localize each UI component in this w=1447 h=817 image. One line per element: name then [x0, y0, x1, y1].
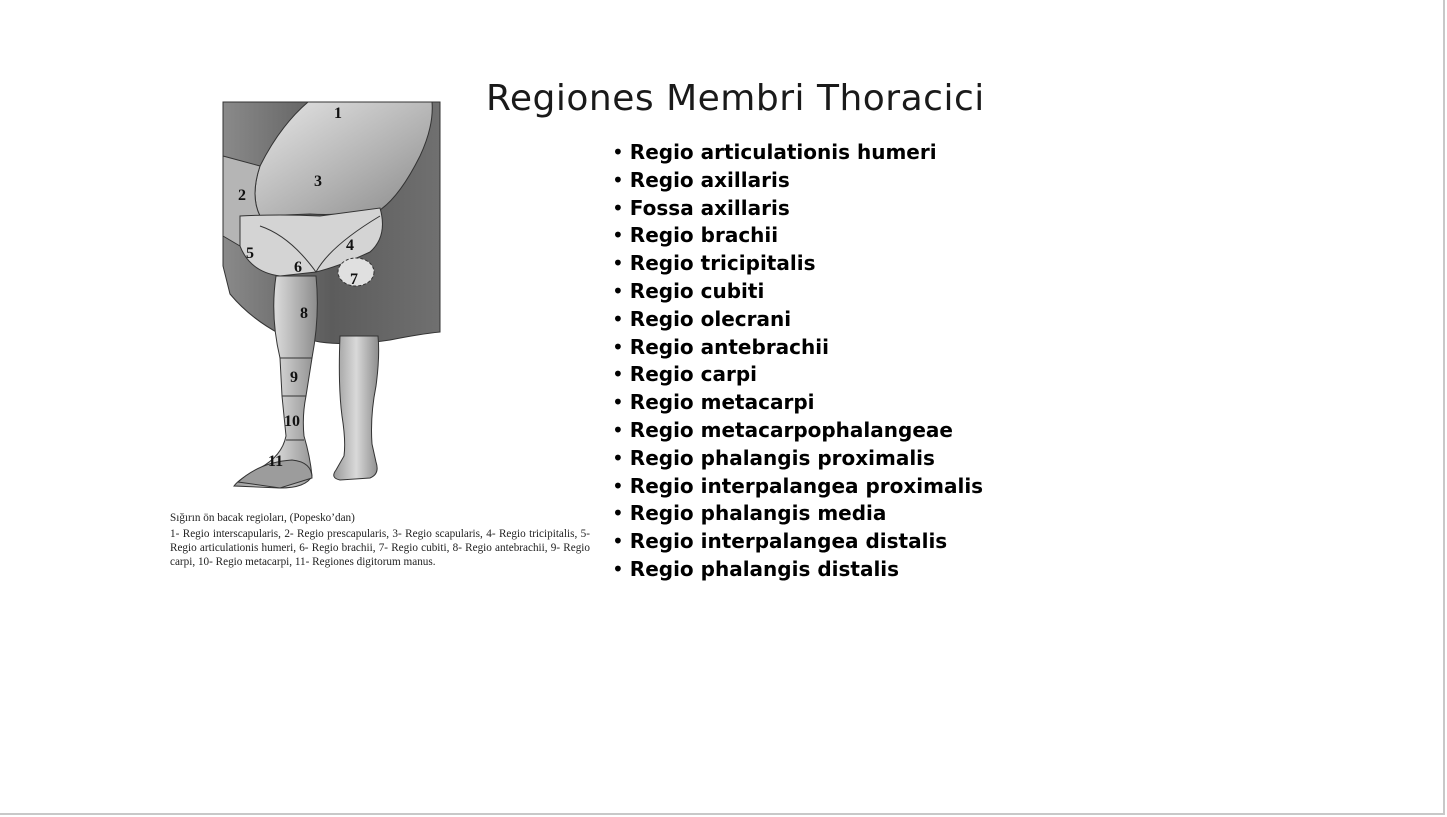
- region-label: 9: [290, 369, 298, 386]
- region-label: 5: [246, 245, 254, 262]
- bullet-item: • Regio interpalangea distalis: [612, 528, 983, 556]
- region-label: 7: [350, 271, 358, 288]
- bullet-item: • Regio interpalangea proximalis: [612, 473, 983, 501]
- figure-caption: [170, 511, 590, 569]
- bullet-item: • Regio phalangis distalis: [612, 556, 983, 584]
- bullet-item: • Regio cubiti: [612, 278, 983, 306]
- far-leg-shape: [334, 336, 379, 480]
- bullet-item: • Regio axillaris: [612, 167, 983, 195]
- bullet-item: • Regio articulationis humeri: [612, 139, 983, 167]
- region-label: 10: [284, 413, 300, 430]
- bullet-item: • Regio brachii: [612, 222, 983, 250]
- bullet-item: • Regio antebrachii: [612, 334, 983, 362]
- region-label: 4: [346, 237, 354, 254]
- caption-title: Sığırın ön bacak regioları, (Popesko’dan): [170, 512, 355, 524]
- region-label: 8: [300, 305, 308, 322]
- bullet-item: • Regio metacarpophalangeae: [612, 417, 983, 445]
- bullet-item: • Fossa axillaris: [612, 195, 983, 223]
- bullet-item: • Regio olecrani: [612, 306, 983, 334]
- bullet-item: • Regio metacarpi: [612, 389, 983, 417]
- region-label: 3: [314, 173, 322, 190]
- region-bullet-list: [612, 139, 983, 584]
- bullet-item: • Regio phalangis proximalis: [612, 445, 983, 473]
- slide-title: Regiones Membri Thoracici: [486, 78, 985, 119]
- cow-foreleg-illustration: [220, 96, 446, 496]
- region-label: 2: [238, 187, 246, 204]
- bullet-item: • Regio carpi: [612, 361, 983, 389]
- region-label: 11: [268, 453, 284, 470]
- bullet-item: • Regio tricipitalis: [612, 250, 983, 278]
- bullet-item: • Regio phalangis media: [612, 500, 983, 528]
- region-label: 6: [294, 259, 302, 276]
- caption-body: 1- Regio interscapularis, 2- Regio prescapularis, 3- Regio scapularis, 4- Regio tricipitalis, 5- Regio articulationis humeri, 6- Regio brachii, 7- Regio cubiti, 8- Regio antebrachii, 9- Regio carpi, 10- Regio metacarpi, 11- Regiones digitorum manus.: [170, 528, 590, 568]
- region-label: 1: [334, 105, 342, 122]
